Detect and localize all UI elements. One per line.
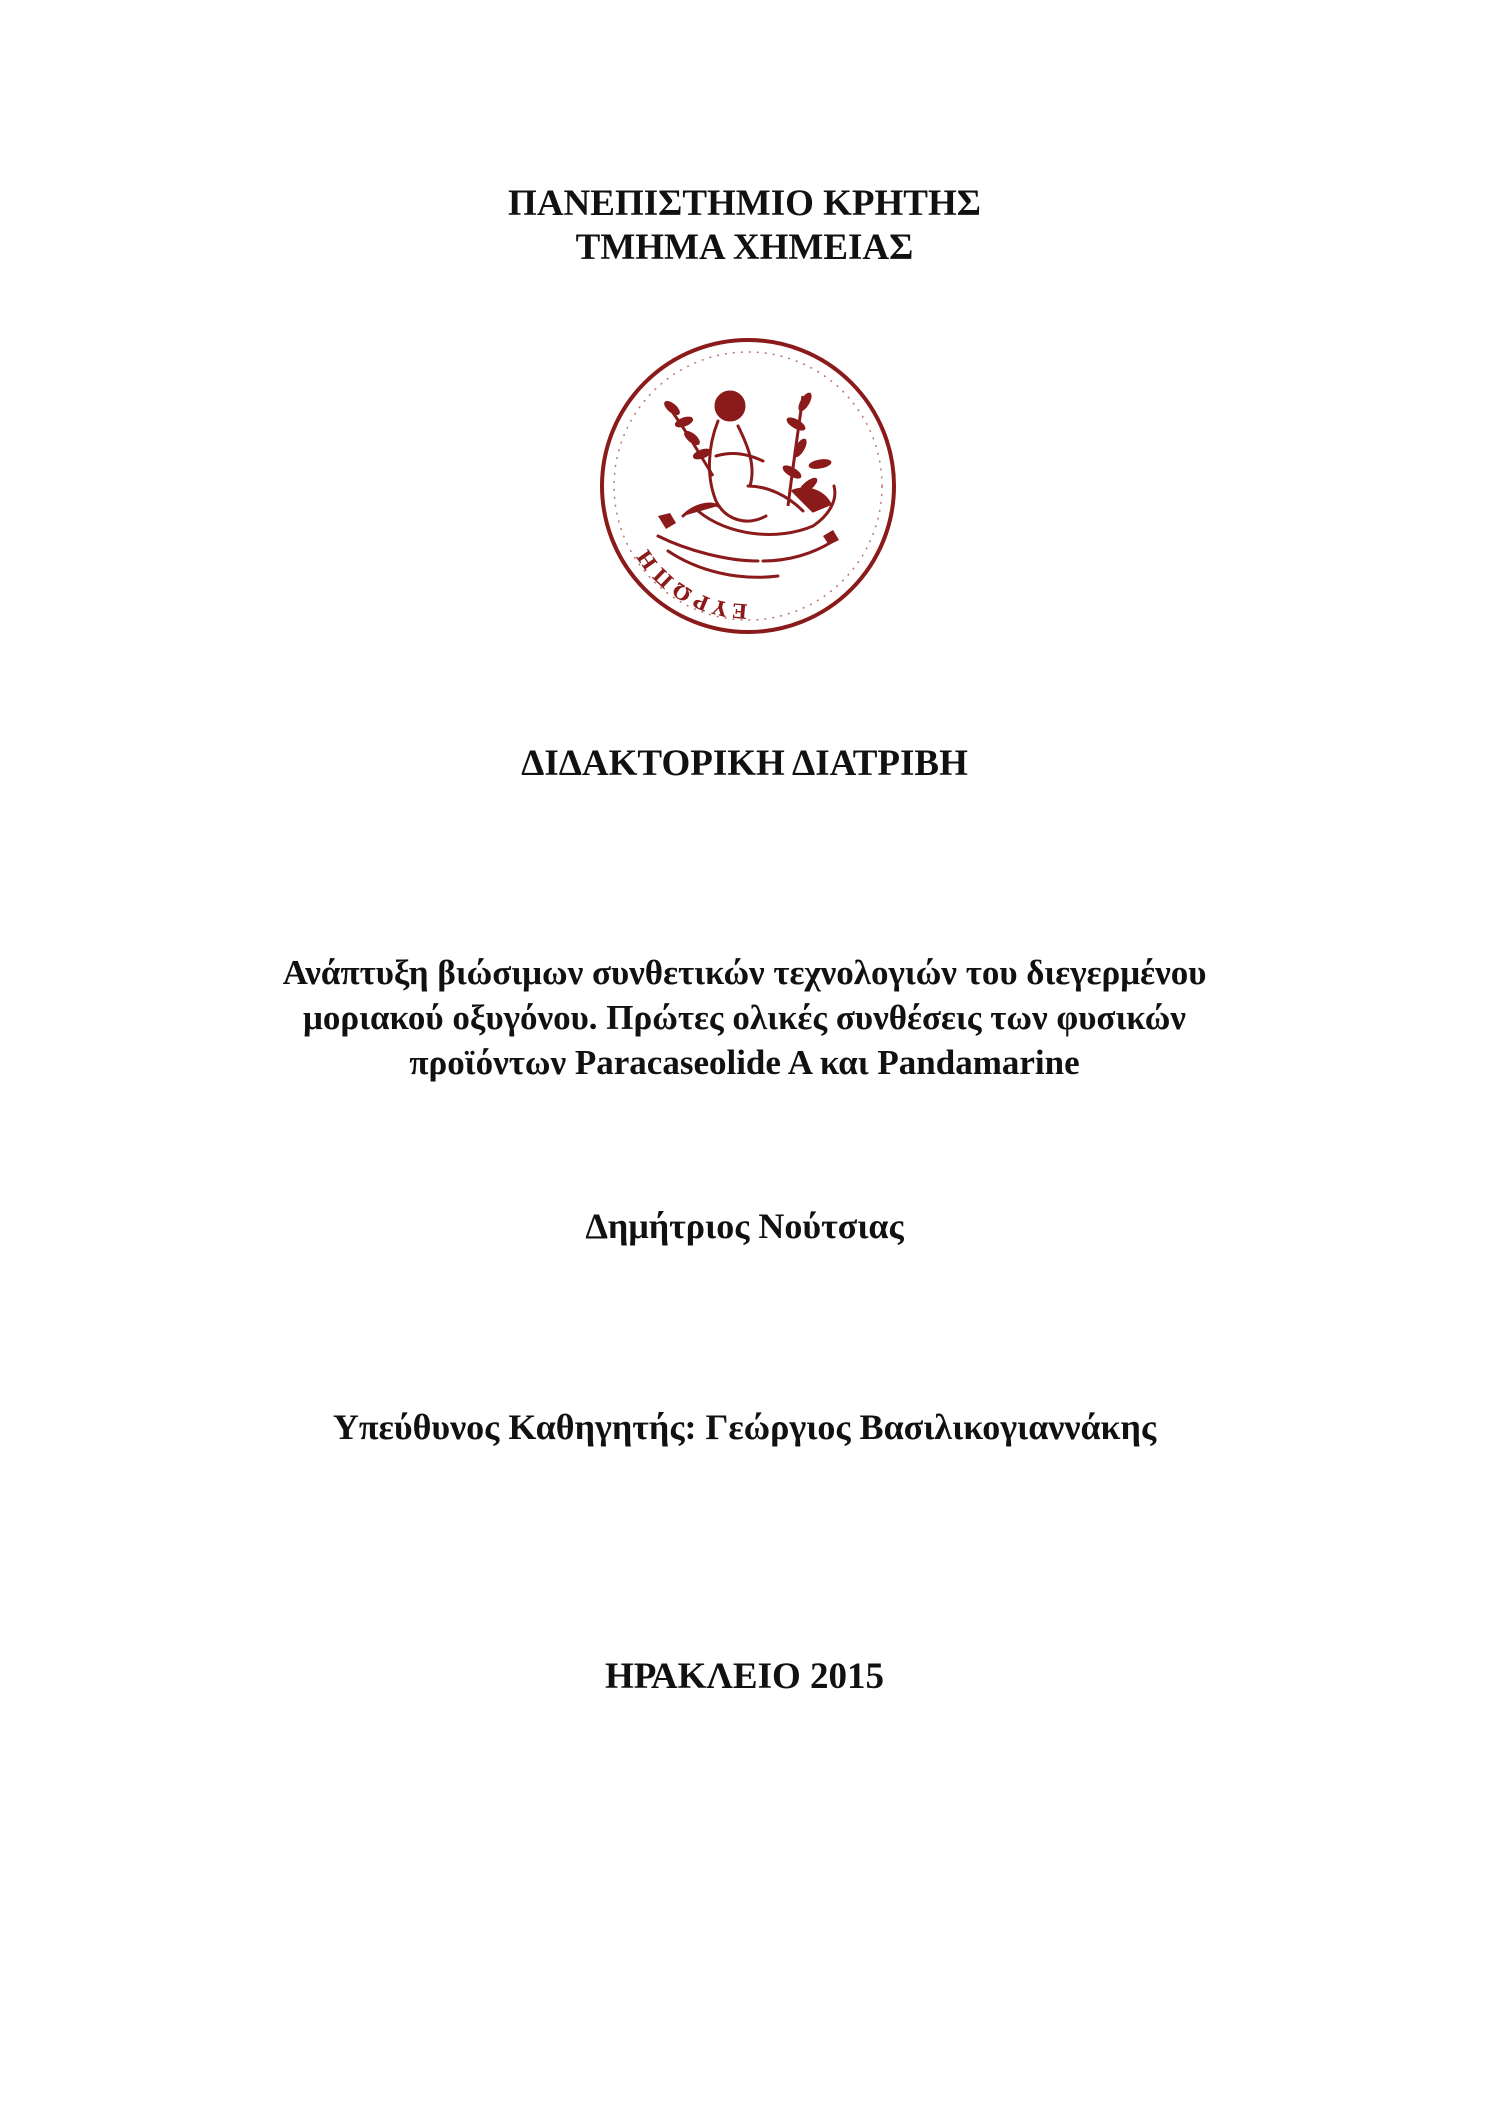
thesis-title-line-2: μοριακού οξυγόνου. Πρώτες ολικές συνθέσεις των φυσικών [303, 998, 1186, 1037]
thesis-title [140, 950, 1349, 1085]
place-and-year: ΗΡΑΚΛΕΙΟ 2015 [604, 1656, 885, 1697]
thesis-title-line-1: Ανάπτυξη βιώσιμων συνθετικών τεχνολογιών του διεγερμένου [282, 953, 1207, 992]
thesis-title-line-3: προϊόντων Paracaseolide A και Pandamarine [409, 1043, 1080, 1082]
department-name: ΤΜΗΜΑ ΧΗΜΕΙΑΣ [575, 227, 914, 268]
svg-text:ΕΥΡΩΠΗ: ΕΥΡΩΠΗ [629, 541, 749, 624]
university-seal-logo [598, 336, 898, 636]
university-name: ΠΑΝΕΠΙΣΤΗΜΙΟ ΚΡΗΤΗΣ [508, 183, 981, 224]
supervisor-line: Υπεύθυνος Καθηγητής: Γεώργιος Βασιλικογιαννάκης [332, 1407, 1157, 1447]
author-name: Δημήτριος Νούτσιας [585, 1206, 904, 1246]
document-type-heading: ΔΙΔΑΚΤΟΡΙΚΗ ΔΙΑΤΡΙΒΗ [521, 743, 968, 784]
